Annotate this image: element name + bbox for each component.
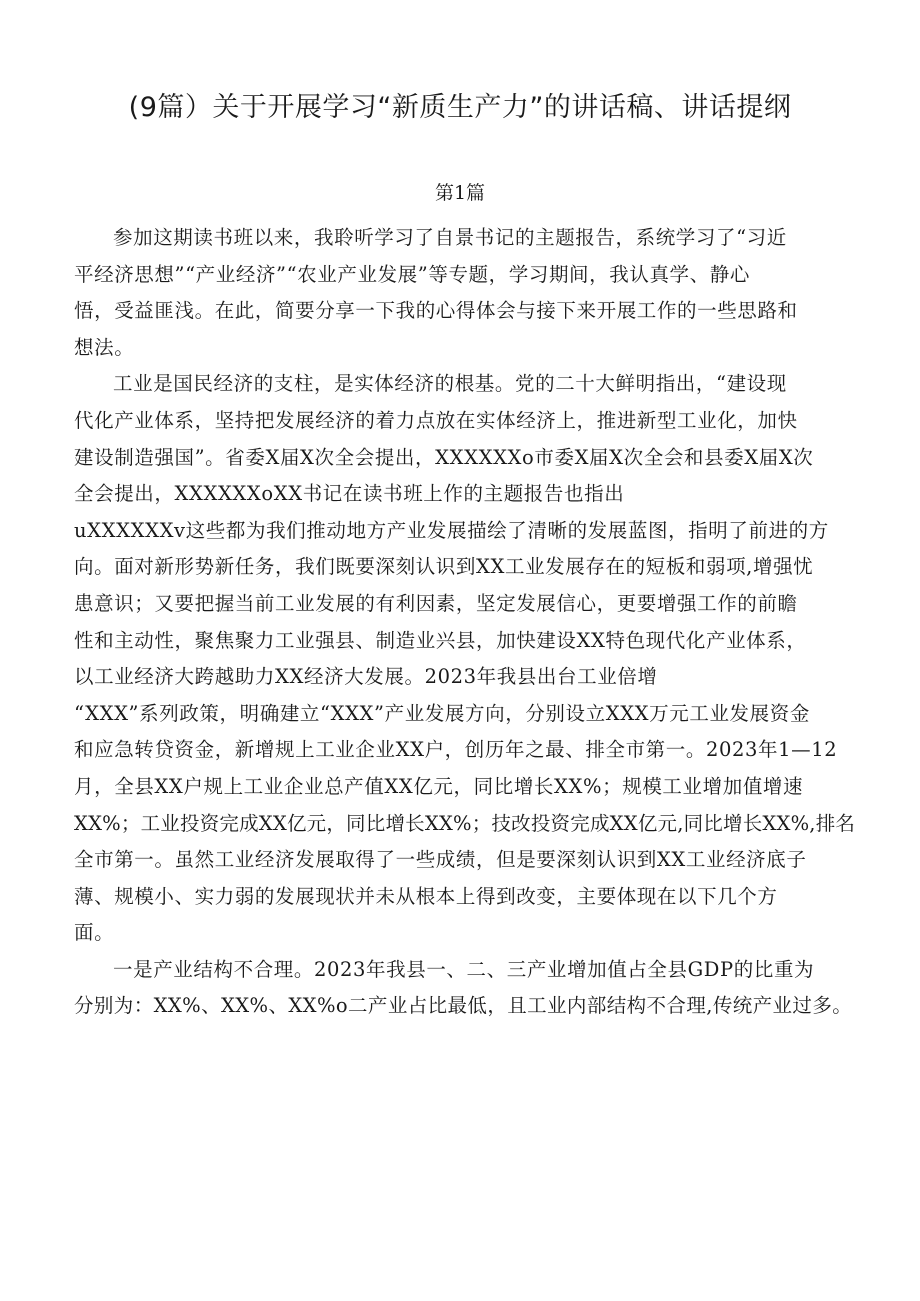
text-line: 全市第一。虽然工业经济发展取得了一些成绩，但是要深刻认识到XX工业经济底子	[74, 848, 807, 872]
text-line: 向。面对新形势新任务，我们既要深刻认识到XX工业发展存在的短板和弱项,增强忧	[74, 555, 814, 579]
document-title: (9篇）关于开展学习“新质生产力”的讲话稿、讲话提纲	[128, 92, 792, 123]
text-line: 平经济思想”“产业经济”“农业产业发展”等专题，学习期间，我认真学、静心	[74, 262, 750, 286]
text-line: 月，全县XX户规上工业企业总产值XX亿元，同比增长XX%；规模工业增加值增速	[74, 774, 804, 798]
text-line: 性和主动性，聚焦聚力工业强县、制造业兴县，加快建设XX特色现代化产业体系，	[74, 628, 807, 652]
text-line: XX%；工业投资完成XX亿元，同比增长XX%；技改投资完成XX亿元,同比增长XX%,排名	[74, 811, 856, 835]
chapter-heading: 第1篇	[434, 182, 486, 204]
text-line: 一是产业结构不合理。2023年我县一、二、三产业增加值占全县GDP的比重为	[113, 957, 815, 981]
text-line: 参加这期读书班以来，我聆听学习了自景书记的主题报告，系统学习了“习近	[113, 226, 787, 249]
text-line: 分别为：XX%、XX%、XX%o二产业占比最低，且工业内部结构不合理,传统产业过多。	[74, 994, 853, 1018]
text-line: “XXX”系列政策，明确建立“XXX”产业发展方向，分别设立XXX万元工业发展资金	[74, 701, 810, 725]
text-line: 和应急转贷资金，新增规上工业企业XX户，创历年之最、排全市第一。2023年1—12	[74, 738, 838, 762]
text-line: 悟，受益匪浅。在此，简要分享一下我的心得体会与接下来开展工作的一些思路和	[74, 299, 798, 323]
text-line: 以工业经济大跨越助力XX经济大发展。2023年我县出台工业倍增	[74, 665, 658, 689]
text-line: 全会提出，XXXXXXoXX书记在读书班上作的主题报告也指出	[74, 482, 625, 506]
text-line: uXXXXXXv这些都为我们推动地方产业发展描绘了清晰的发展蓝图，指明了前进的方	[74, 518, 829, 542]
text-line: 建设制造强国”。省委X届X次全会提出，XXXXXXo市委X届X次全会和县委X届X次	[74, 445, 814, 469]
text-line: 薄、规模小、实力弱的发展现状并未从根本上得到改变，主要体现在以下几个方	[74, 884, 778, 908]
text-line: 代化产业体系，坚持把发展经济的着力点放在实体经济上，推进新型工业化，加快	[74, 408, 798, 432]
text-line: 想法。	[74, 335, 135, 359]
document-body	[74, 220, 856, 1025]
text-line: 工业是国民经济的支柱，是实体经济的根基。党的二十大鲜明指出，“建设现	[113, 372, 787, 396]
text-line: 患意识；又要把握当前工业发展的有利因素，坚定发展信心，更要增强工作的前瞻	[74, 591, 798, 615]
text-line: 面。	[74, 921, 115, 945]
